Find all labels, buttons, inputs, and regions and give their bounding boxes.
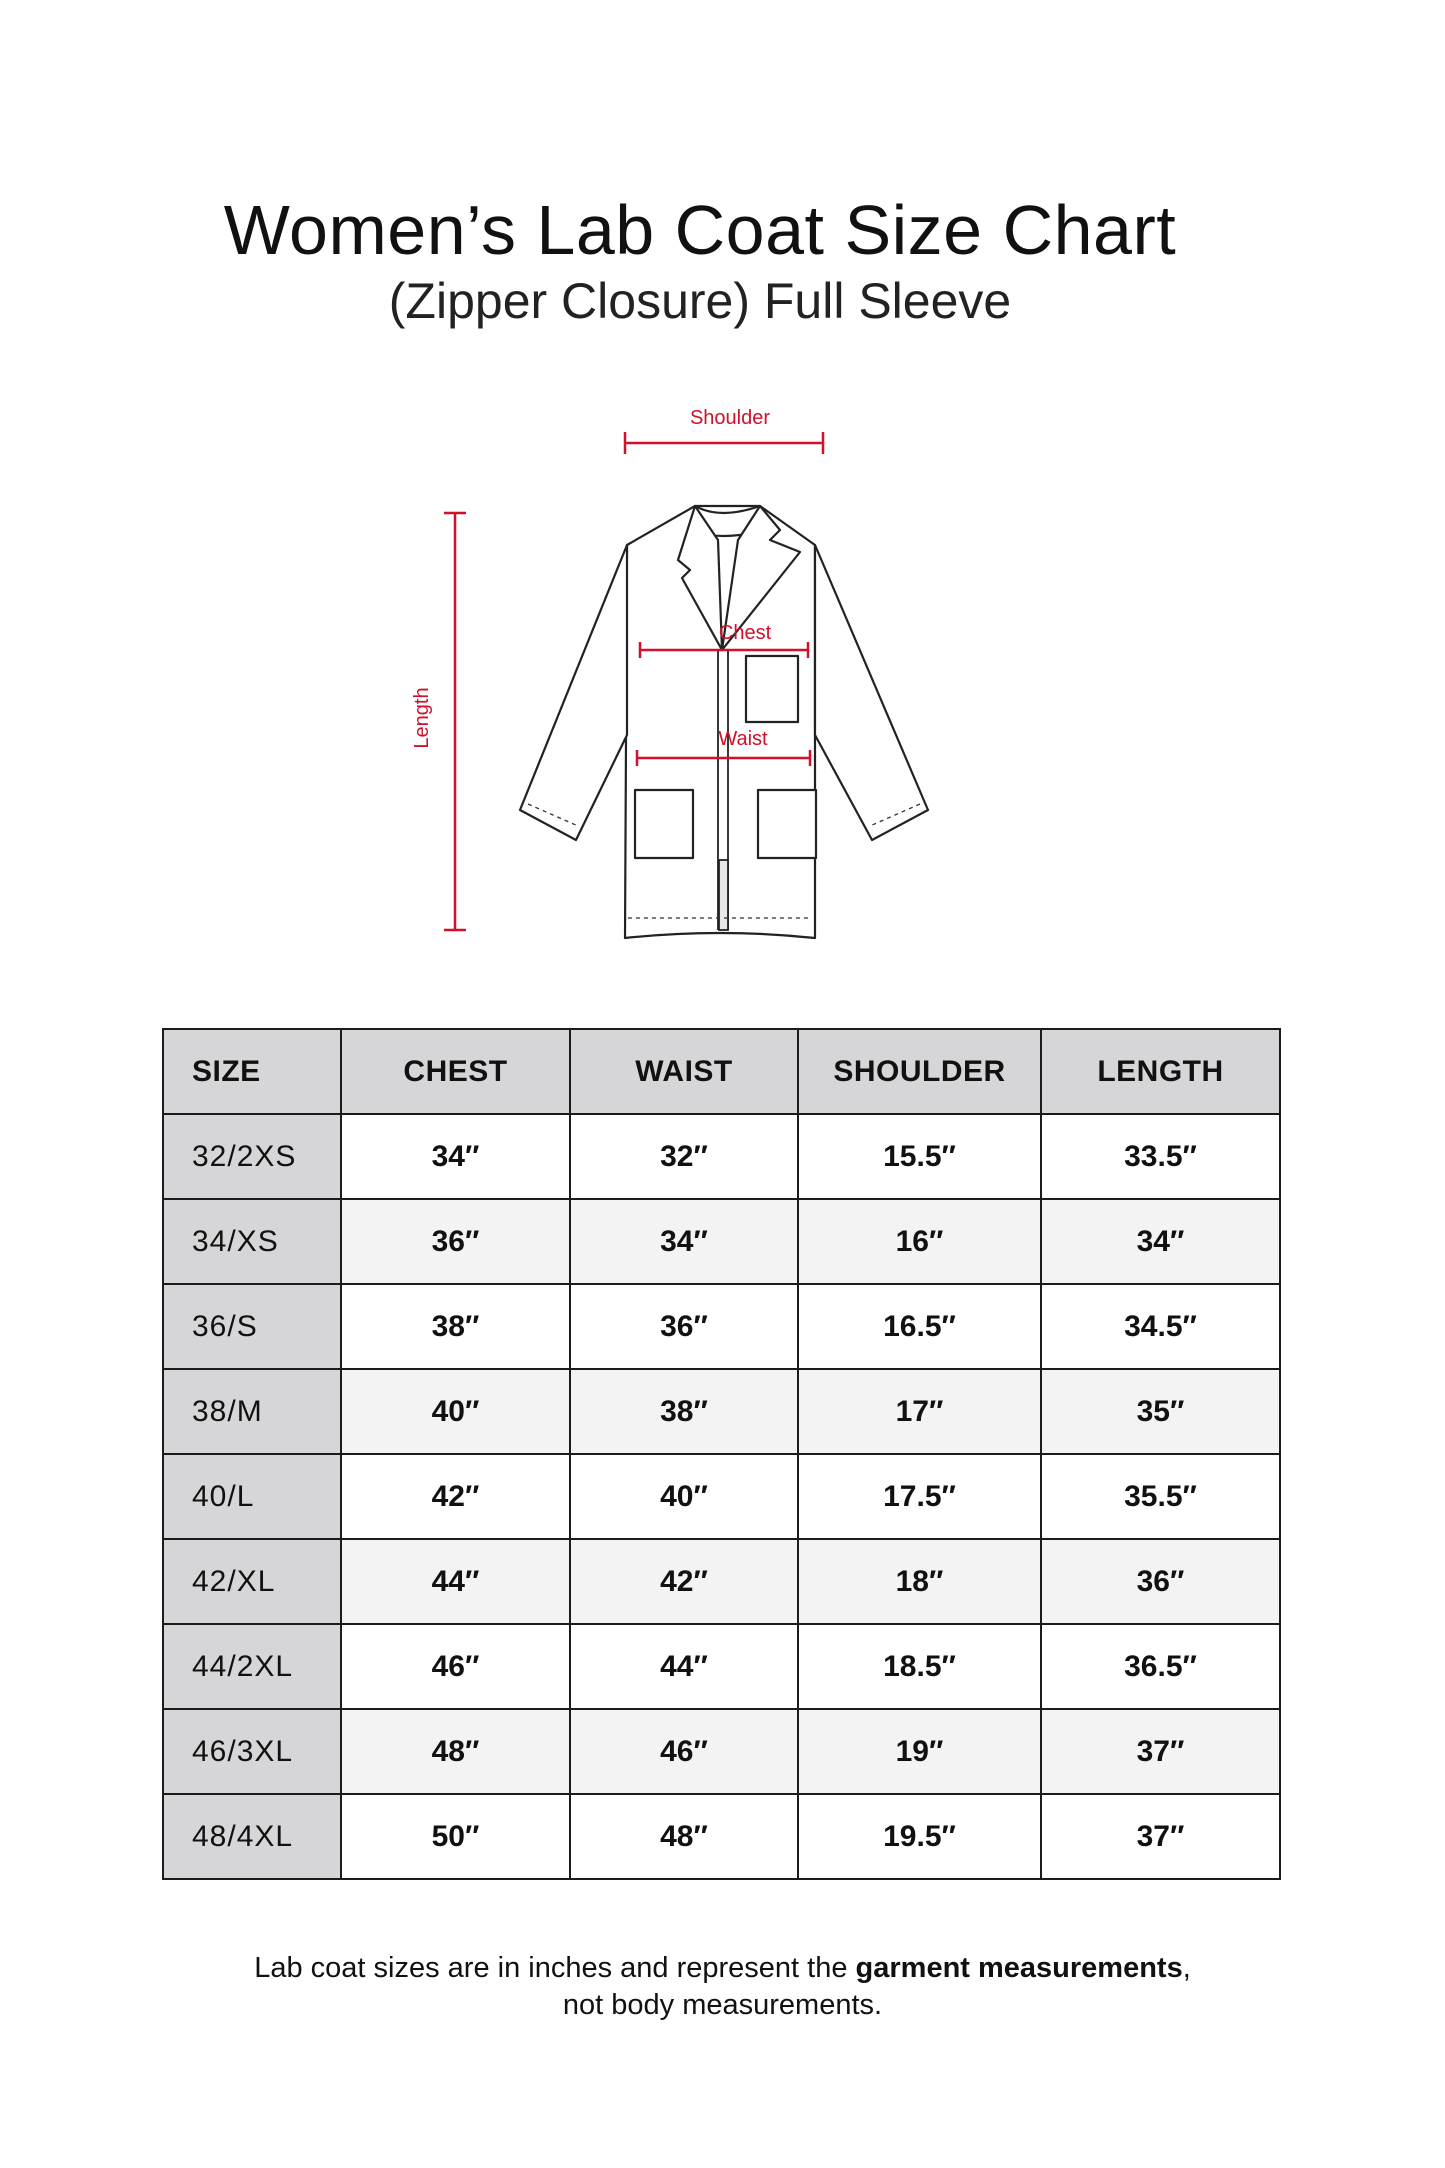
header-size: SIZE	[163, 1029, 341, 1114]
waist-cell: 40″	[570, 1454, 798, 1539]
size-cell: 48/4XL	[163, 1794, 341, 1879]
table-row	[163, 1114, 1280, 1199]
waist-cell: 48″	[570, 1794, 798, 1879]
footnote-emphasis: garment measurements	[855, 1952, 1183, 1984]
shoulder-dimension	[625, 432, 823, 454]
footnote-line-1	[0, 1950, 1445, 1987]
chest-cell: 38″	[341, 1284, 570, 1369]
table-row	[163, 1539, 1280, 1624]
shoulder-cell: 19″	[798, 1709, 1041, 1794]
waist-cell: 32″	[570, 1114, 798, 1199]
header-chest: CHEST	[341, 1029, 570, 1114]
shoulder-cell: 17.5″	[798, 1454, 1041, 1539]
chest-cell: 42″	[341, 1454, 570, 1539]
chest-cell: 34″	[341, 1114, 570, 1199]
table-row	[163, 1624, 1280, 1709]
table-row	[163, 1709, 1280, 1794]
shoulder-label: Shoulder	[689, 407, 771, 429]
shoulder-cell: 15.5″	[798, 1114, 1041, 1199]
chest-cell: 36″	[341, 1199, 570, 1284]
footnote-punctuation: ,	[1182, 1952, 1191, 1984]
chest-cell: 40″	[341, 1369, 570, 1454]
waist-label: Waist	[718, 728, 768, 750]
shoulder-cell: 16.5″	[798, 1284, 1041, 1369]
table-header-row	[163, 1029, 1280, 1114]
page-title: Women’s Lab Coat Size Chart	[223, 191, 1177, 269]
length-dimension	[444, 513, 466, 930]
shoulder-cell: 19.5″	[798, 1794, 1041, 1879]
shoulder-cell: 18.5″	[798, 1624, 1041, 1709]
length-label: Length	[411, 687, 433, 749]
shoulder-cell: 16″	[798, 1199, 1041, 1284]
length-cell: 34″	[1041, 1199, 1280, 1284]
length-cell: 36.5″	[1041, 1624, 1280, 1709]
size-cell: 36/S	[163, 1284, 341, 1369]
table-row	[163, 1199, 1280, 1284]
size-cell: 46/3XL	[163, 1709, 341, 1794]
size-cell: 40/L	[163, 1454, 341, 1539]
length-cell: 35″	[1041, 1369, 1280, 1454]
footnote	[0, 1950, 1445, 2024]
length-cell: 33.5″	[1041, 1114, 1280, 1199]
length-cell: 35.5″	[1041, 1454, 1280, 1539]
size-table	[162, 1028, 1281, 1880]
length-cell: 37″	[1041, 1794, 1280, 1879]
table-row	[163, 1284, 1280, 1369]
lab-coat-diagram	[0, 380, 1445, 960]
length-cell: 34.5″	[1041, 1284, 1280, 1369]
size-cell: 44/2XL	[163, 1624, 341, 1709]
waist-cell: 38″	[570, 1369, 798, 1454]
table-row	[163, 1369, 1280, 1454]
waist-cell: 34″	[570, 1199, 798, 1284]
chest-cell: 48″	[341, 1709, 570, 1794]
chest-cell: 50″	[341, 1794, 570, 1879]
length-cell: 37″	[1041, 1709, 1280, 1794]
chest-cell: 44″	[341, 1539, 570, 1624]
shoulder-cell: 17″	[798, 1369, 1041, 1454]
size-cell: 34/XS	[163, 1199, 341, 1284]
shoulder-cell: 18″	[798, 1539, 1041, 1624]
table-row	[163, 1454, 1280, 1539]
waist-cell: 36″	[570, 1284, 798, 1369]
chest-cell: 46″	[341, 1624, 570, 1709]
table-row	[163, 1794, 1280, 1879]
size-cell: 38/M	[163, 1369, 341, 1454]
size-cell: 42/XL	[163, 1539, 341, 1624]
page-subtitle: (Zipper Closure) Full Sleeve	[388, 273, 1012, 329]
header-shoulder: SHOULDER	[798, 1029, 1041, 1114]
length-cell: 36″	[1041, 1539, 1280, 1624]
footnote-text: Lab coat sizes are in inches and represent the	[254, 1952, 856, 1984]
waist-cell: 42″	[570, 1539, 798, 1624]
footnote-line-2: not body measurements.	[562, 1989, 883, 2021]
size-cell: 32/2XS	[163, 1114, 341, 1199]
chest-label: Chest	[718, 622, 772, 644]
waist-cell: 44″	[570, 1624, 798, 1709]
header-waist: WAIST	[570, 1029, 798, 1114]
waist-cell: 46″	[570, 1709, 798, 1794]
header-length: LENGTH	[1041, 1029, 1280, 1114]
